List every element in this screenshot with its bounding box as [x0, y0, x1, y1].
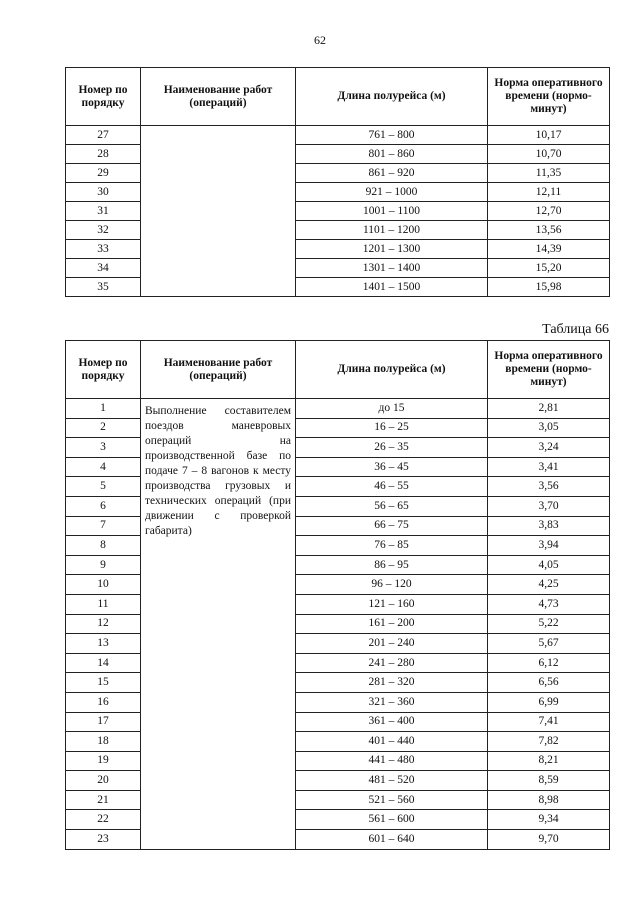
row-number: 7 [66, 516, 141, 536]
half-run-length-cell: 76 – 85 [296, 536, 488, 556]
table-row [66, 126, 610, 145]
half-run-length-cell: до 15 [296, 399, 488, 419]
time-norm-cell: 10,17 [488, 126, 610, 145]
half-run-length-cell: 26 – 35 [296, 438, 488, 458]
time-norm-cell: 11,35 [488, 164, 610, 183]
header-half-run-length: Длина полурейса (м) [296, 68, 488, 126]
row-number: 33 [66, 240, 141, 259]
row-number: 29 [66, 164, 141, 183]
half-run-length-cell: 601 – 640 [296, 830, 488, 850]
time-norm-cell: 8,59 [488, 771, 610, 791]
half-run-length-cell: 121 – 160 [296, 594, 488, 614]
time-norm-cell: 3,94 [488, 536, 610, 556]
half-run-length-cell: 66 – 75 [296, 516, 488, 536]
half-run-length-cell: 1001 – 1100 [296, 202, 488, 221]
half-run-length-cell: 161 – 200 [296, 614, 488, 634]
half-run-length-cell: 1201 – 1300 [296, 240, 488, 259]
row-number: 1 [66, 399, 141, 419]
time-norm-cell: 3,41 [488, 457, 610, 477]
half-run-length-cell: 481 – 520 [296, 771, 488, 791]
row-number: 17 [66, 712, 141, 732]
half-run-length-cell: 361 – 400 [296, 712, 488, 732]
row-number: 16 [66, 692, 141, 712]
time-norm-cell: 2,81 [488, 399, 610, 419]
row-number: 30 [66, 183, 141, 202]
half-run-length-cell: 861 – 920 [296, 164, 488, 183]
header-operation-name: Наименование работ (операций) [141, 68, 296, 126]
time-norm-cell: 4,25 [488, 575, 610, 595]
row-number: 5 [66, 477, 141, 497]
half-run-length-cell: 241 – 280 [296, 653, 488, 673]
half-run-length-cell: 16 – 25 [296, 418, 488, 438]
time-norm-cell: 12,70 [488, 202, 610, 221]
row-number: 6 [66, 496, 141, 516]
row-number: 13 [66, 634, 141, 654]
half-run-length-cell: 46 – 55 [296, 477, 488, 497]
half-run-length-cell: 86 – 95 [296, 555, 488, 575]
row-number: 20 [66, 771, 141, 791]
time-norm-cell: 5,22 [488, 614, 610, 634]
half-run-length-cell: 441 – 480 [296, 751, 488, 771]
time-norm-cell: 8,21 [488, 751, 610, 771]
half-run-length-cell: 401 – 440 [296, 732, 488, 752]
half-run-length-cell: 36 – 45 [296, 457, 488, 477]
time-norm-cell: 7,82 [488, 732, 610, 752]
half-run-length-cell: 96 – 120 [296, 575, 488, 595]
norms-table-continued [65, 67, 610, 297]
row-number: 35 [66, 278, 141, 297]
row-number: 32 [66, 221, 141, 240]
table-header-row [66, 68, 610, 126]
time-norm-cell: 15,20 [488, 259, 610, 278]
half-run-length-cell: 921 – 1000 [296, 183, 488, 202]
half-run-length-cell: 201 – 240 [296, 634, 488, 654]
time-norm-cell: 4,05 [488, 555, 610, 575]
row-number: 14 [66, 653, 141, 673]
row-number: 22 [66, 810, 141, 830]
half-run-length-cell: 281 – 320 [296, 673, 488, 693]
time-norm-cell: 3,56 [488, 477, 610, 497]
time-norm-cell: 8,98 [488, 790, 610, 810]
half-run-length-cell: 561 – 600 [296, 810, 488, 830]
header-half-run-length: Длина полурейса (м) [296, 341, 488, 399]
row-number: 31 [66, 202, 141, 221]
time-norm-cell: 14,39 [488, 240, 610, 259]
header-operation-name: Наименование работ (операций) [141, 341, 296, 399]
row-number: 8 [66, 536, 141, 556]
row-number: 10 [66, 575, 141, 595]
time-norm-cell: 3,05 [488, 418, 610, 438]
row-number: 28 [66, 145, 141, 164]
row-number: 34 [66, 259, 141, 278]
time-norm-cell: 7,41 [488, 712, 610, 732]
table-caption: Таблица 66 [542, 322, 609, 337]
time-norm-cell: 3,83 [488, 516, 610, 536]
time-norm-cell: 9,70 [488, 830, 610, 850]
table-header-row [66, 341, 610, 399]
row-number: 2 [66, 418, 141, 438]
page-number: 62 [314, 33, 326, 47]
row-number: 23 [66, 830, 141, 850]
row-number: 3 [66, 438, 141, 458]
header-time-norm: Норма оперативного времени (нормо-минут) [488, 341, 610, 399]
half-run-length-cell: 521 – 560 [296, 790, 488, 810]
time-norm-cell: 3,24 [488, 438, 610, 458]
header-number: Номер по порядку [66, 68, 141, 126]
operation-description [141, 126, 296, 297]
time-norm-cell: 6,99 [488, 692, 610, 712]
time-norm-cell: 6,56 [488, 673, 610, 693]
header-number: Номер по порядку [66, 341, 141, 399]
half-run-length-cell: 321 – 360 [296, 692, 488, 712]
half-run-length-cell: 801 – 860 [296, 145, 488, 164]
row-number: 27 [66, 126, 141, 145]
row-number: 12 [66, 614, 141, 634]
half-run-length-cell: 56 – 65 [296, 496, 488, 516]
time-norm-cell: 15,98 [488, 278, 610, 297]
time-norm-cell: 3,70 [488, 496, 610, 516]
half-run-length-cell: 1301 – 1400 [296, 259, 488, 278]
table-row [66, 399, 610, 419]
time-norm-cell: 9,34 [488, 810, 610, 830]
row-number: 19 [66, 751, 141, 771]
time-norm-cell: 10,70 [488, 145, 610, 164]
norms-table-66 [65, 340, 610, 850]
header-time-norm: Норма оперативного времени (нормо-минут) [488, 68, 610, 126]
time-norm-cell: 4,73 [488, 594, 610, 614]
time-norm-cell: 13,56 [488, 221, 610, 240]
time-norm-cell: 6,12 [488, 653, 610, 673]
row-number: 11 [66, 594, 141, 614]
time-norm-cell: 5,67 [488, 634, 610, 654]
row-number: 21 [66, 790, 141, 810]
half-run-length-cell: 1401 – 1500 [296, 278, 488, 297]
row-number: 9 [66, 555, 141, 575]
half-run-length-cell: 1101 – 1200 [296, 221, 488, 240]
time-norm-cell: 12,11 [488, 183, 610, 202]
row-number: 15 [66, 673, 141, 693]
half-run-length-cell: 761 – 800 [296, 126, 488, 145]
row-number: 18 [66, 732, 141, 752]
operation-description: Выполнение составителем поездов маневровых операций на производственной базе по подаче 7 – 8 вагонов к месту производства грузовых и технических операций (при движении с проверкой габарита) [141, 399, 296, 850]
row-number: 4 [66, 457, 141, 477]
